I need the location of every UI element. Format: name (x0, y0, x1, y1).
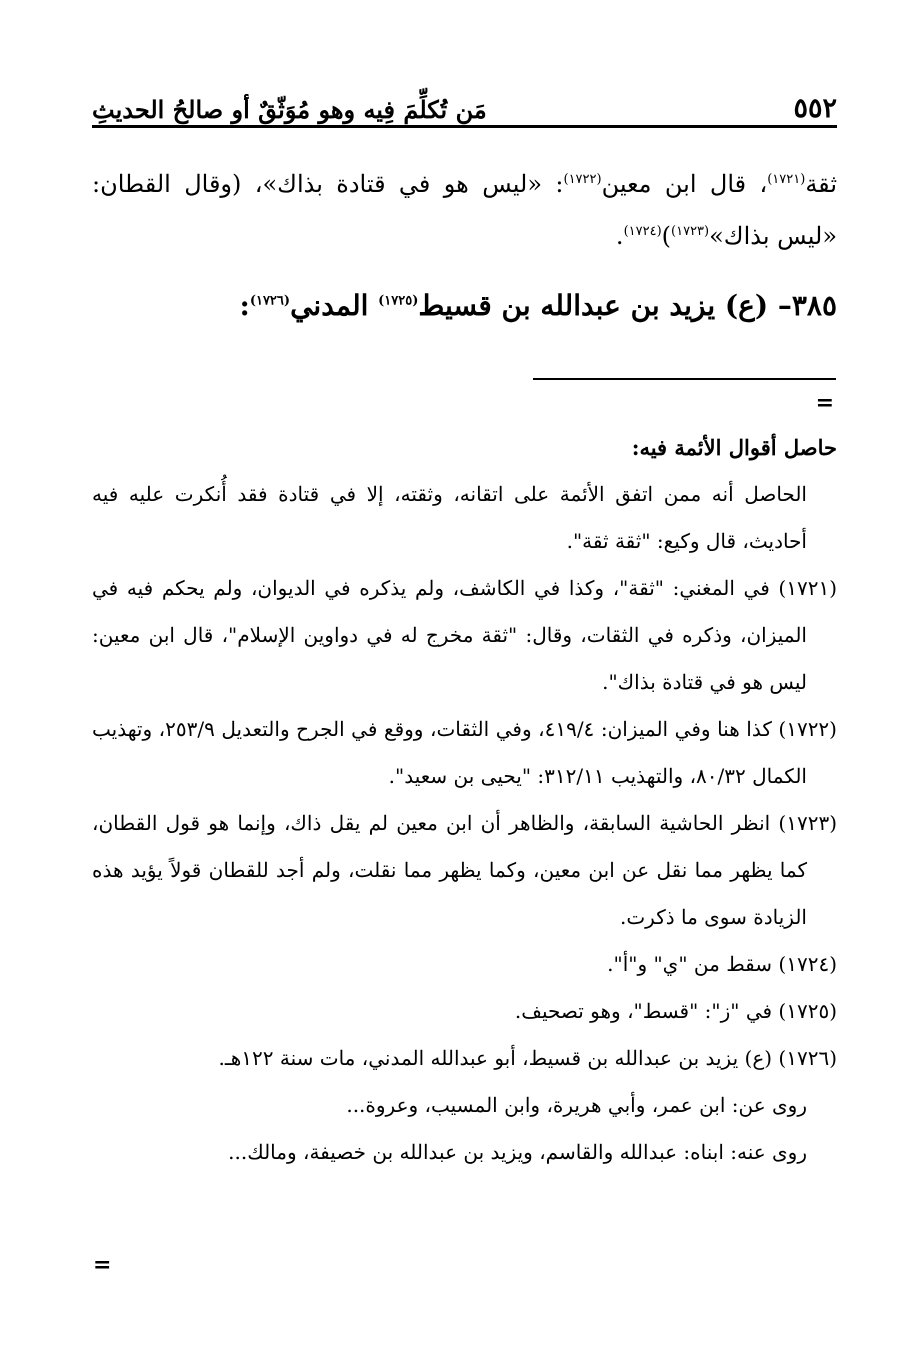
entry-nisba: المدني (290, 289, 379, 322)
continuation-mark-bottom: = (93, 1252, 112, 1278)
text-segment: . (615, 222, 624, 250)
narrated-by: روى عنه: ابناه: عبدالله والقاسم، ويزيد بن عبدالله بن خصيفة، ومالك... (228, 1140, 807, 1164)
footnote-ref[interactable]: (١٧٢٦) (249, 293, 291, 309)
running-title: مَن تُكلِّمَ فِيه وهو مُوَثّقٌ أو صالحُ الحديثِ (92, 95, 487, 124)
text-segment: ، قال ابن معين (601, 170, 768, 198)
footnote-ref[interactable]: (١٧٢٥) (378, 293, 419, 309)
entry-colon: : (239, 289, 250, 322)
footnotes (92, 424, 837, 1176)
footnote-1723: (١٧٢٣) انظر الحاشية السابقة، والظاهر أن ابن معين لم يقل ذاك، وإنما هو قول القطان، كما يظهر مما نقل عن ابن معين، وكما يظهر مما نقلت، ولم أجد للقطان قولاً يؤيد هذه الزيادة سوى ما ذكرت. (92, 811, 837, 929)
footnote-ref[interactable]: (١٧٢٤) (623, 224, 662, 239)
footnote-1725: (١٧٢٥) في "ز": "قسط"، وهو تصحيف. (514, 999, 837, 1023)
footnote-summary: الحاصل أنه ممن اتفق الأئمة على اتقانه، وثقته، إلا في قتادة فقد أُنكرت عليه فيه أحاديث، قال وكيع: "ثقة ثقة". (92, 482, 807, 553)
footnote-1726: (١٧٢٦) (ع) يزيد بن عبدالله بن قسيط، أبو عبدالله المدني، مات سنة ١٢٢هـ. (218, 1046, 837, 1070)
text-segment: : «ليس هو في قتادة بذاك»، (وقال القطان: «ليس بذاك» (92, 170, 837, 250)
page-header (92, 78, 837, 124)
footnote-1724: (١٧٢٤) سقط من "ي" و"أ". (607, 952, 837, 976)
footnote-separator (533, 378, 836, 380)
main-text (92, 158, 837, 262)
footnote-1722: (١٧٢٢) كذا هنا وفي الميزان: ٤١٩/٤، وفي الثقات، ووقع في الجرح والتعديل ٢٥٣/٩، وتهذيب الكمال ٨٠/٣٢، والتهذيب ٣١٢/١١: "يحيى بن سعيد". (92, 717, 837, 788)
main-paragraph (92, 158, 837, 262)
footnote-ref[interactable]: (١٧٢٢) (563, 172, 602, 187)
text-segment: ) (661, 222, 672, 250)
footnote-ref[interactable]: (١٧٢١) (767, 172, 806, 187)
continuation-mark-top: = (815, 390, 834, 416)
footnote-heading: حاصل أقوال الأئمة فيه: (631, 435, 837, 460)
page-number: ٥٥٢ (793, 93, 837, 124)
entry-title: ٣٨٥– (ع) يزيد بن عبدالله بن قسيط (418, 289, 837, 322)
text-segment: ثقة (805, 170, 837, 198)
footnote-ref[interactable]: (١٧٢٣) (671, 224, 710, 239)
footnote-1721: (١٧٢١) في المغني: "ثقة"، وكذا في الكاشف، ولم يذكره في الديوان، ولم يحكم فيه في الميزان، وذكره في الثقات، وقال: "ثقة مخرج له في دواوين الإسلام"، قال ابن معين: ليس هو في قتادة بذاك". (92, 576, 837, 694)
header-rule (92, 125, 837, 128)
narrated-from: روى عن: ابن عمر، وأبي هريرة، وابن المسيب، وعروة... (346, 1093, 807, 1117)
entry-heading (92, 280, 837, 332)
